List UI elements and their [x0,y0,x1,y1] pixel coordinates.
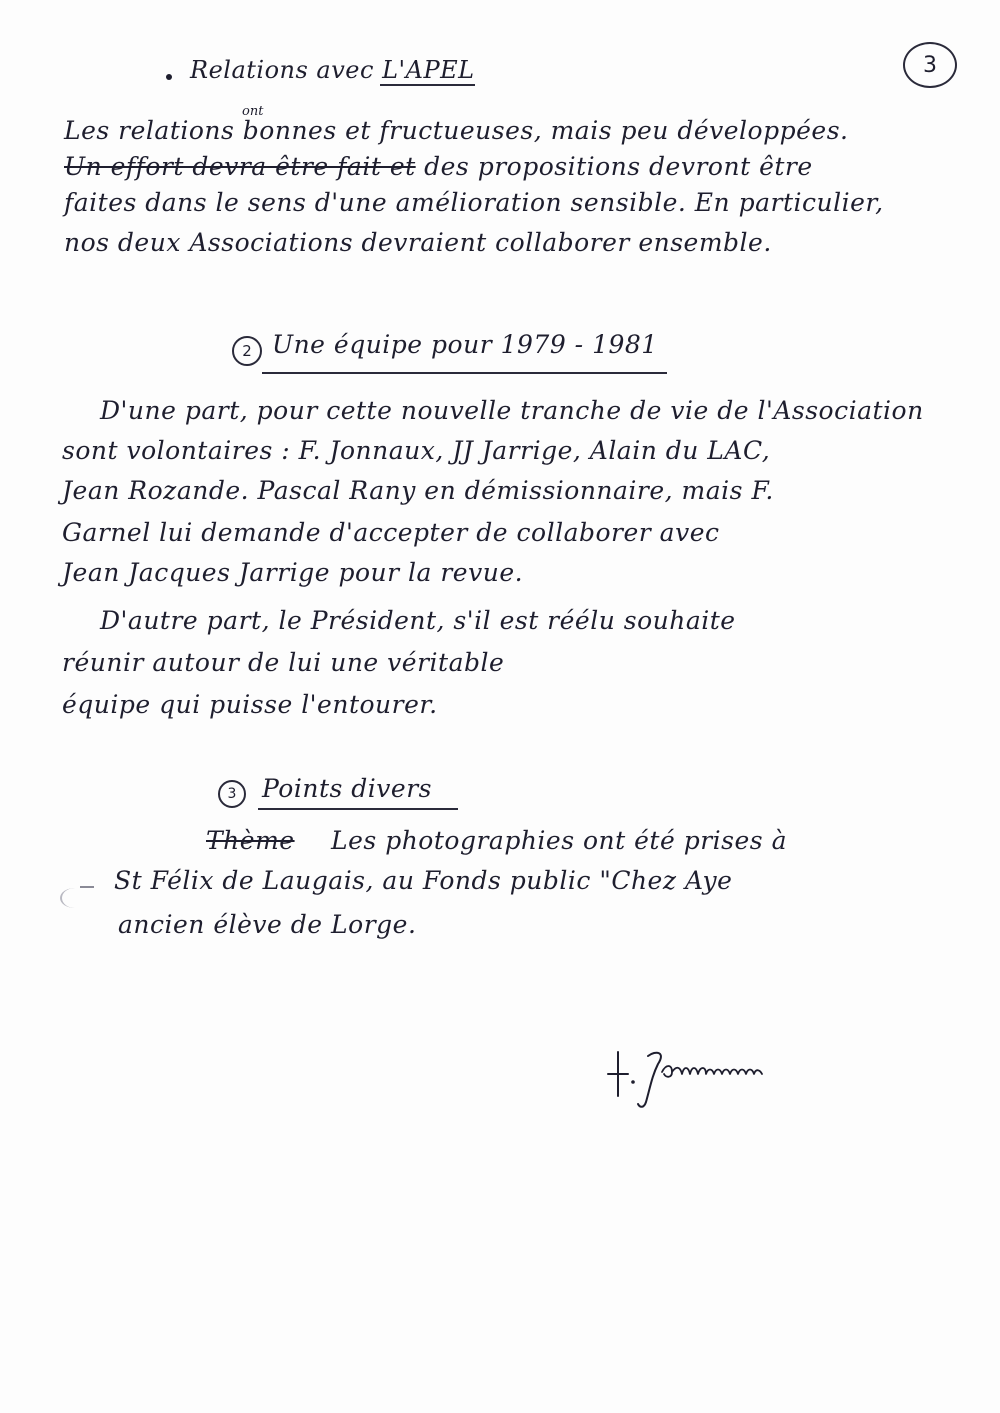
section2-number [232,336,262,366]
section1-line-2 [64,152,813,181]
section1-heading-underline [380,84,475,86]
section2b-line-3: équipe qui puisse l'entourer. [62,690,438,719]
superscript-ont: ont [242,104,264,119]
section2b-line-2: réunir autour de lui une véritable [62,648,505,677]
section2-number-text: 2 [242,342,252,360]
margin-smudge [60,888,90,908]
section1-line-1: Les relations bonnes et fructueuses, mais peu développées. [64,116,849,145]
section2b-line-1: D'autre part, le Président, s'il est réélu souhaite [100,606,736,635]
struck-text: Un effort devra être fait et [64,152,416,181]
section3-line-1-rest: Les photographies ont été prises à [331,826,787,855]
section3-number [218,780,246,808]
section2-line-1: D'une part, pour cette nouvelle tranche de vie de l'Association [100,396,924,425]
section3-number-text: 3 [227,786,237,802]
section3-heading-underline [258,808,458,810]
section1-line-2-rest: des propositions devront être [424,152,813,181]
section2-line-5: Jean Jacques Jarrige pour la revue. [62,558,524,587]
bullet-dot [166,74,172,80]
page-number [903,42,957,88]
struck-word: Thème [206,826,295,855]
margin-dash [80,886,94,888]
section2-line-4: Garnel lui demande d'accepter de collaborer avec [62,518,720,547]
section3-line-1 [206,826,787,855]
section3-line-2: St Félix de Laugais, au Fonds public "Chez Aye [114,866,733,895]
section3-heading: Points divers [262,774,432,803]
page-number-text: 3 [923,52,937,78]
signature [600,1030,800,1110]
section1-line-4: nos deux Associations devraient collaborer ensemble. [64,228,772,257]
section2-line-3: Jean Rozande. Pascal Rany en démissionnaire, mais F. [62,476,774,505]
section2-heading: Une équipe pour 1979 - 1981 [272,330,658,359]
section3-line-3: ancien élève de Lorge. [118,910,417,939]
section1-line-3: faites dans le sens d'une amélioration sensible. En particulier, [64,188,884,217]
section2-line-2: sont volontaires : F. Jonnaux, JJ Jarrige, Alain du LAC, [62,436,771,465]
section1-heading: Relations avec L'APEL [190,56,475,84]
section2-heading-underline [262,372,667,374]
